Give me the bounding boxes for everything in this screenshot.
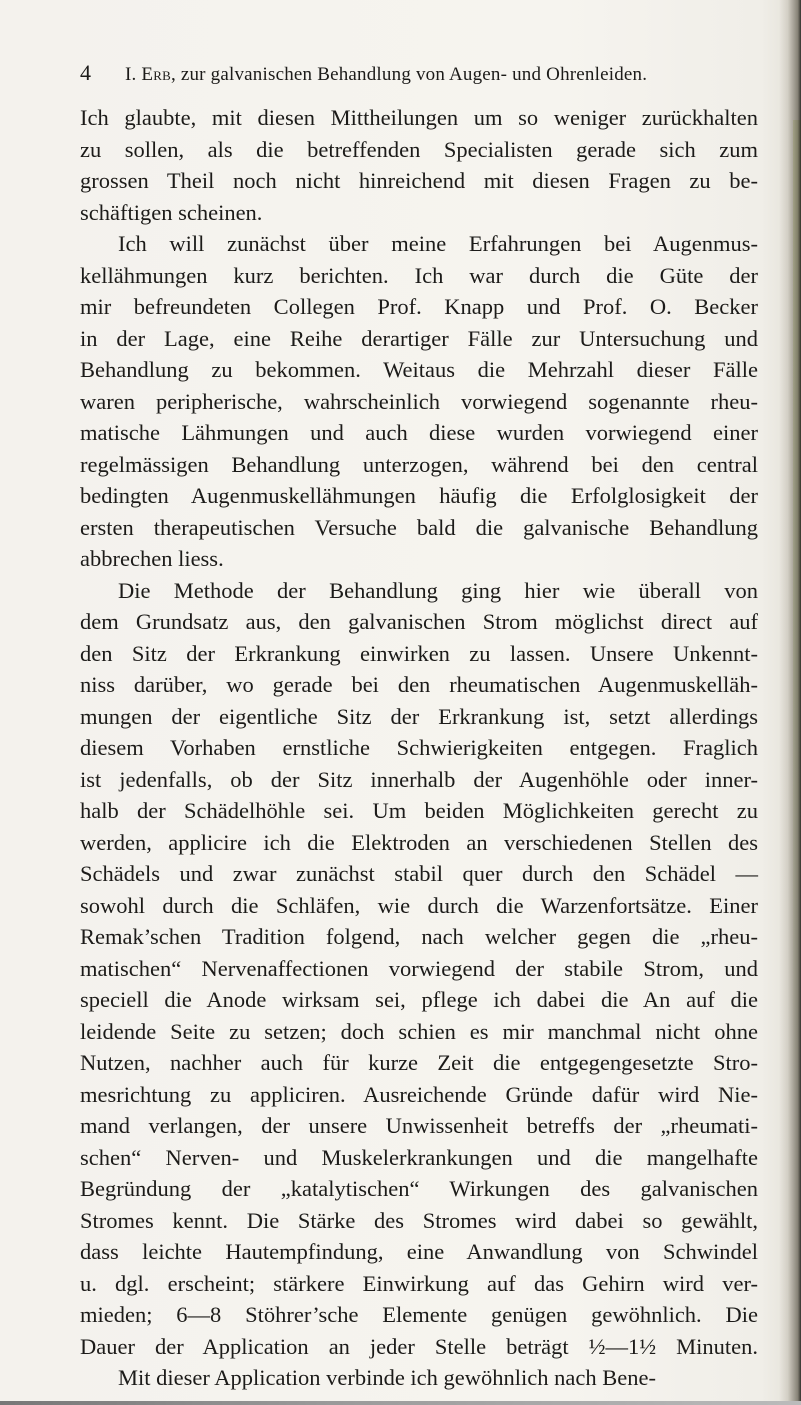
text-line: Remak’schen Tradition folgend, nach welcher gegen die „rheu- bbox=[80, 924, 758, 949]
text-line: Dauer der Application an jeder Stelle beträgt ½—1½ Minuten. bbox=[80, 1333, 758, 1359]
text-line: abbrechen liess. bbox=[80, 546, 224, 571]
body-text bbox=[80, 102, 758, 1394]
text-line: den Sitz der Erkrankung einwirken zu lassen. Unsere Unkennt- bbox=[80, 640, 758, 666]
text-line: halb der Schädelhöhle sei. Um beiden Möglichkeiten gerecht zu bbox=[80, 798, 758, 823]
text-line: u. dgl. erscheint; stärkere Einwirkung auf das Gehirn wird ver- bbox=[80, 1270, 758, 1296]
text-line: Die Methode der Behandlung ging hier wie überall von bbox=[118, 577, 758, 603]
text-line: mesrichtung zu appliciren. Ausreichende Gründe dafür wird Nie- bbox=[80, 1081, 758, 1107]
text-line: ersten therapeutischen Versuche bald die galvanische Behandlung bbox=[80, 514, 758, 540]
text-line: Schädels und zwar zunächst stabil quer durch den Schädel — bbox=[80, 861, 758, 886]
text-line: zu sollen, als die betreffenden Specialisten gerade sich zum bbox=[80, 136, 758, 162]
text-line: Ich will zunächst über meine Erfahrungen bei Augenmus- bbox=[118, 231, 758, 256]
text-line: mir befreundeten Collegen Prof. Knapp und Prof. O. Becker bbox=[80, 294, 758, 319]
text-line: dass leichte Hautempfindung, eine Anwandlung von Schwindel bbox=[80, 1239, 758, 1264]
author-name: Erb bbox=[141, 64, 171, 85]
page-number: 4 bbox=[80, 60, 92, 85]
text-line: mungen der eigentliche Sitz der Erkrankung ist, setzt allerdings bbox=[80, 703, 758, 729]
text-line: mieden; 6—8 Stöhrer’sche Elemente genügen gewöhnlich. Die bbox=[80, 1302, 758, 1327]
text-line: Stromes kennt. Die Stärke des Stromes wird dabei so gewählt, bbox=[80, 1207, 758, 1233]
text-line: in der Lage, eine Reihe derartiger Fälle zur Untersuchung und bbox=[80, 325, 758, 351]
text-line: ist jedenfalls, ob der Sitz innerhalb der Augenhöhle oder inner- bbox=[80, 766, 758, 792]
text-line: kellähmungen kurz berichten. Ich war durch die Güte der bbox=[80, 262, 758, 288]
text-line: speciell die Anode wirksam sei, pflege ich dabei die An auf die bbox=[80, 987, 758, 1012]
text-line: diesem Vorhaben ernstliche Schwierigkeiten entgegen. Fraglich bbox=[80, 735, 758, 760]
text-line: schäftigen scheinen. bbox=[80, 199, 263, 225]
text-line: mand verlangen, der unsere Unwissenheit betreffs der „rheumati- bbox=[80, 1113, 758, 1138]
text-line: leidende Seite zu setzen; doch schien es mir manchmal nicht ohne bbox=[80, 1018, 758, 1044]
running-title bbox=[125, 64, 647, 86]
title-rest: , zur galvanischen Behandlung von Augen- und Ohrenleiden. bbox=[170, 64, 648, 85]
text-line: sowohl durch die Schläfen, wie durch die Warzenfortsätze. Einer bbox=[80, 892, 758, 918]
text-line: Behandlung zu bekommen. Weitaus die Mehrzahl dieser Fälle bbox=[80, 357, 758, 382]
text-line: werden, applicire ich die Elektroden an verschiedenen Stellen des bbox=[80, 829, 758, 855]
text-line: Mit dieser Application verbinde ich gewöhnlich nach Bene- bbox=[118, 1365, 656, 1390]
text-line: matische Lähmungen und auch diese wurden vorwiegend einer bbox=[80, 420, 758, 445]
text-line: dem Grundsatz aus, den galvanischen Strom möglichst direct auf bbox=[80, 609, 758, 634]
author-prefix: I. bbox=[124, 64, 142, 85]
text-line: Begründung der „katalytischen“ Wirkungen des galvanischen bbox=[80, 1176, 758, 1201]
text-line: waren peripherische, wahrscheinlich vorwiegend sogenannte rheu- bbox=[80, 388, 758, 414]
text-line: Nutzen, nachher auch für kurze Zeit die entgegengesetzte Stro- bbox=[80, 1050, 758, 1075]
text-line: Ich glaubte, mit diesen Mittheilungen um so weniger zurückhalten bbox=[80, 105, 758, 130]
text-line: bedingten Augenmuskellähmungen häufig die Erfolglosigkeit der bbox=[80, 483, 758, 508]
running-header bbox=[80, 60, 758, 86]
page-edge-shadow bbox=[779, 0, 801, 1405]
text-line: regelmässigen Behandlung unterzogen, während bei den central bbox=[80, 451, 758, 477]
text-line: matischen“ Nervenaffectionen vorwiegend der stabile Strom, und bbox=[80, 955, 758, 981]
bottom-rule bbox=[0, 1401, 801, 1405]
text-line: schen“ Nerven- und Muskelerkrankungen und die mangelhafte bbox=[80, 1144, 758, 1170]
text-line: grossen Theil noch nicht hinreichend mit diesen Fragen zu be- bbox=[80, 168, 758, 193]
text-line: niss darüber, wo gerade bei den rheumatischen Augenmuskelläh- bbox=[80, 672, 758, 697]
